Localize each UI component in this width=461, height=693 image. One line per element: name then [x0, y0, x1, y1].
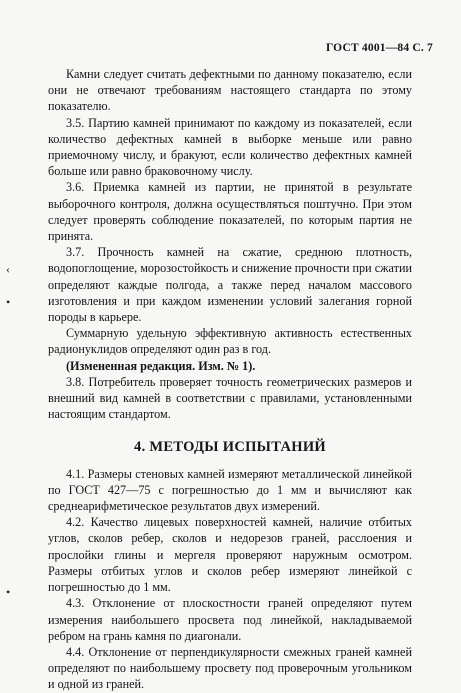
- paragraph-4-3: 4.3. Отклонение от плоскостности граней определяют путем измерения наибольшего просвета под линейкой, накладываемой ребром на грань камня по диагонали.: [48, 596, 412, 643]
- paragraph-4-1: 4.1. Размеры стеновых камней измеряют металлической линейкой по ГОСТ 427—75 с погрешностью до 1 мм и вычисляют как среднеарифметическое результатов двух измерений.: [48, 466, 412, 514]
- document-body: [48, 66, 412, 693]
- margin-mark: •: [6, 585, 11, 599]
- margin-mark: •: [6, 295, 11, 309]
- paragraph: Камни следует считать дефектными по данному показателю, если они не отвечают требованиям настоящего стандарта по этому показателю.: [48, 67, 412, 114]
- paragraph-radionuclides: Суммарную удельную эффективную активность естественных радионуклидов определяют один раз в год.: [48, 326, 412, 357]
- paragraph-3-8: 3.8. Потребитель проверяет точность геометрических размеров и внешний вид камней в соответствии с правилами, установленными настоящим стандартом.: [48, 374, 412, 422]
- margin-mark: ‹: [6, 262, 10, 276]
- section-title: 4. МЕТОДЫ ИСПЫТАНИЙ: [134, 439, 326, 456]
- paragraph-3-6: 3.6. Приемка камней из партии, не принятой в результате выборочного контроля, должна осуществляться поштучно. При этом следует проверять соблюдение показателей, по которым партия не принята.: [48, 180, 412, 244]
- page-header: ГОСТ 4001—84 С. 7: [325, 42, 433, 54]
- paragraph-3-7: 3.7. Прочность камней на сжатие, среднюю плотность, водопоглощение, морозостойкость и снижение прочности при сжатии определяют каждые полгода, а также перед началом массового изготовления и при каждом изменении условий залегания горной породы в карьере.: [48, 245, 413, 325]
- paragraph-4-4: 4.4. Отклонение от перпендикулярности смежных граней камней определяют по наибольшему просвету под проверочным угольником и одной из граней.: [48, 644, 412, 692]
- paragraph-3-5: 3.5. Партию камней принимают по каждому из показателей, если количество дефектных камней в выборке меньше или равно приемочному числу, и бракуют, если количество дефектных камней больше или равно браковочному числу.: [48, 115, 412, 179]
- paragraph-4-2: 4.2. Качество лицевых поверхностей камней, наличие отбитых углов, сколов ребер, сколов и недорезов граней, расслоения и прослойки глины и мергеля проверяют наружным осмотром. Размеры отбитых углов и сколов ребер измеряют линейкой с погрешностью до 1 мм.: [48, 515, 412, 595]
- amendment-note: (Измененная редакция. Изм. № 1).: [66, 358, 256, 373]
